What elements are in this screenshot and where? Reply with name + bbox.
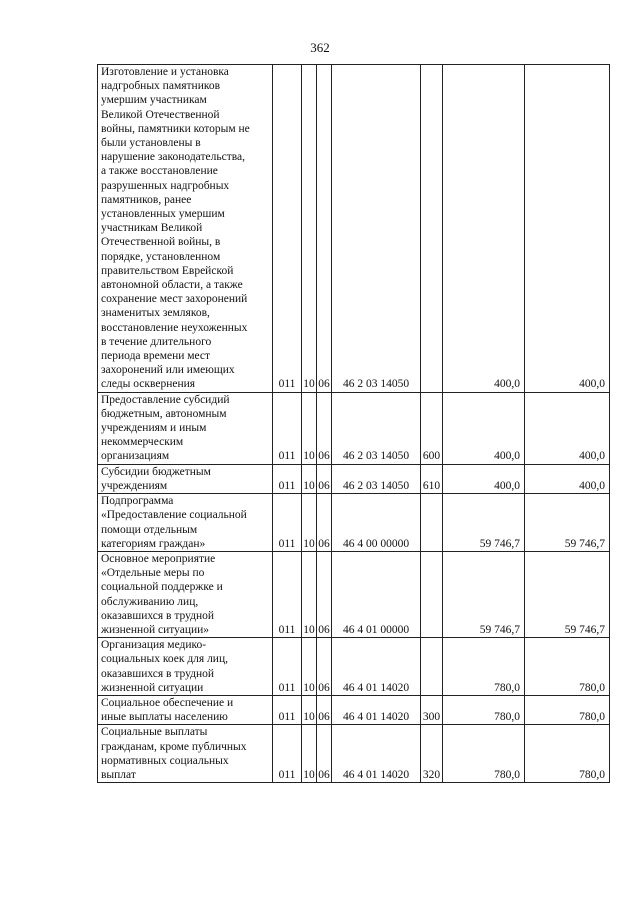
ministry-code: 011: [273, 65, 302, 393]
section-code: 10: [302, 695, 317, 724]
subsection-code: 06: [317, 464, 332, 493]
sum-first: 780,0: [443, 725, 525, 783]
ministry-code: 011: [273, 695, 302, 724]
sum-first: 59 746,7: [443, 551, 525, 637]
target-article-code: 46 4 01 14020: [332, 638, 421, 696]
table-row: [98, 464, 610, 493]
expense-type-code: [421, 551, 443, 637]
sum-second: 59 746,7: [525, 494, 610, 552]
sum-second: 400,0: [525, 65, 610, 393]
expense-type-code: 300: [421, 695, 443, 724]
section-code: 10: [302, 65, 317, 393]
ministry-code: 011: [273, 494, 302, 552]
subsection-code: 06: [317, 638, 332, 696]
ministry-code: 011: [273, 464, 302, 493]
sum-first: 400,0: [443, 464, 525, 493]
target-article-code: 46 4 01 00000: [332, 551, 421, 637]
expense-type-code: 320: [421, 725, 443, 783]
expense-type-code: [421, 494, 443, 552]
sum-second: 780,0: [525, 725, 610, 783]
table-row: [98, 695, 610, 724]
subsection-code: 06: [317, 695, 332, 724]
subsection-code: 06: [317, 725, 332, 783]
row-name: Социальные выплаты гражданам, кроме публичных нормативных социальных выплат: [98, 725, 273, 783]
sum-second: 59 746,7: [525, 551, 610, 637]
expense-type-code: 610: [421, 464, 443, 493]
target-article-code: 46 2 03 14050: [332, 464, 421, 493]
row-name: Социальное обеспечение и иные выплаты населению: [98, 695, 273, 724]
expense-type-code: [421, 638, 443, 696]
row-name: Предоставление субсидий бюджетным, автономным учреждениям и иным некоммерческим организациям: [98, 392, 273, 464]
target-article-code: 46 4 01 14020: [332, 725, 421, 783]
sum-first: 780,0: [443, 695, 525, 724]
section-code: 10: [302, 494, 317, 552]
table-row: [98, 551, 610, 637]
target-article-code: 46 4 00 00000: [332, 494, 421, 552]
ministry-code: 011: [273, 725, 302, 783]
row-name: Организация медико- социальных коек для лиц, оказавшихся в трудной жизненной ситуации: [98, 638, 273, 696]
table-row: [98, 392, 610, 464]
page-number: 362: [310, 40, 330, 55]
ministry-code: 011: [273, 392, 302, 464]
target-article-code: 46 4 01 14020: [332, 695, 421, 724]
section-code: 10: [302, 551, 317, 637]
row-name: Основное мероприятие «Отдельные меры по социальной поддержке и обслуживанию лиц, оказавшихся в трудной жизненной ситуации»: [98, 551, 273, 637]
expense-type-code: 600: [421, 392, 443, 464]
table-row: [98, 65, 610, 393]
section-code: 10: [302, 392, 317, 464]
expense-type-code: [421, 65, 443, 393]
budget-table: [97, 64, 610, 783]
sum-first: 400,0: [443, 392, 525, 464]
target-article-code: 46 2 03 14050: [332, 65, 421, 393]
subsection-code: 06: [317, 392, 332, 464]
table-row: [98, 725, 610, 783]
row-name: Изготовление и установка надгробных памятников умершим участникам Великой Отечественной войны, памятники которым не были установлены в нарушение законодательства, а также восстановление разрушенных надгробных памятников, ранее установленных умершим участникам Великой Отечественной войны, в порядке, установленном правительством Еврейской автономной области, а также сохранение мест захоронений знаменитых земляков, восстановление неухоженных в течение длительного периода времени мест захоронений или имеющих следы осквернения: [98, 65, 273, 393]
target-article-code: 46 2 03 14050: [332, 392, 421, 464]
section-code: 10: [302, 725, 317, 783]
sum-second: 400,0: [525, 464, 610, 493]
ministry-code: 011: [273, 551, 302, 637]
table-row: [98, 638, 610, 696]
subsection-code: 06: [317, 65, 332, 393]
section-code: 10: [302, 638, 317, 696]
subsection-code: 06: [317, 551, 332, 637]
table-row: [98, 494, 610, 552]
row-name: Субсидии бюджетным учреждениям: [98, 464, 273, 493]
sum-first: 780,0: [443, 638, 525, 696]
ministry-code: 011: [273, 638, 302, 696]
sum-first: 400,0: [443, 65, 525, 393]
row-name: Подпрограмма «Предоставление социальной помощи отдельным категориям граждан»: [98, 494, 273, 552]
sum-second: 400,0: [525, 392, 610, 464]
sum-second: 780,0: [525, 638, 610, 696]
subsection-code: 06: [317, 494, 332, 552]
section-code: 10: [302, 464, 317, 493]
sum-first: 59 746,7: [443, 494, 525, 552]
sum-second: 780,0: [525, 695, 610, 724]
